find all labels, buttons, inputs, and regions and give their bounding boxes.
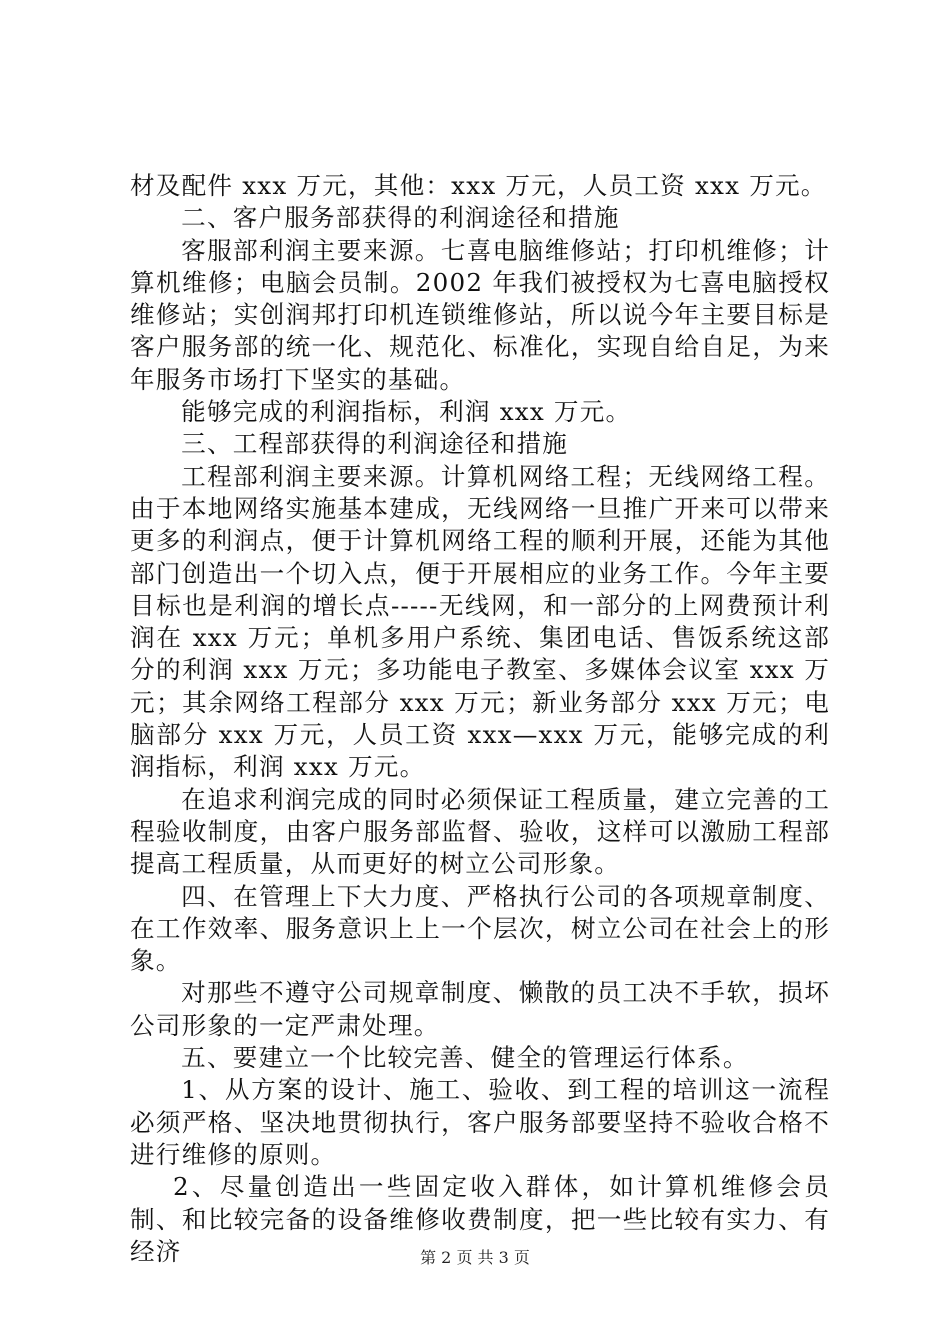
list-item-2: 2、尽量创造出一些固定收入群体，如计算机维修会员制、和比较完备的设备维修收费制度，把一些比较有实力、有经济 [130,1172,830,1266]
section-heading-4: 四、在管理上下大力度、严格执行公司的各项规章制度、在工作效率、服务意识上上一个层次，树立公司在社会上的形象。 [130,881,830,976]
paragraph-4: 能够完成的利润指标，利润 xxx 万元。 [181,397,632,427]
section-heading-2: 二、客户服务部获得的利润途径和措施 [181,203,620,233]
section-heading-3: 三、工程部获得的利润途径和措施 [181,429,569,459]
list-item-1: 1、从方案的设计、施工、验收、到工程的培训这一流程必须严格、坚决地贯彻执行，客户服务部要坚持不验收合格不进行维修的原则。 [130,1075,830,1169]
paragraph-9: 对那些不遵守公司规章制度、懒散的员工决不手软，损坏公司形象的一定严肃处理。 [130,978,830,1040]
document-body [130,170,830,1268]
page-footer: 第 2 页 共 3 页 [420,1248,530,1267]
paragraph-6: 工程部利润主要来源。计算机网络工程；无线网络工程。由于本地网络实施基本建成，无线网络一旦推广开来可以带来更多的利润点，便于计算机网络工程的顺利开展，还能为其他部门创造出一个切入点，便于开展相应的业务工作。今年主要目标也是利润的增长点-----无线网，和一部分的上网费预计利润在 xxx 万元；单机多用户系统、集团电话、售饭系统这部分的利润 xxx 万元；多功能电子教室、多媒体会议室 xxx 万元；其余网络工程部分 xxx 万元；新业务部分 xxx 万元；电脑部分 xxx 万元，人员工资 xxx—xxx 万元，能够完成的利润指标，利润 xxx 万元。 [130,461,830,782]
paragraph-1: 材及配件 xxx 万元，其他：xxx 万元，人员工资 xxx 万元。 [130,171,827,200]
section-heading-5: 五、要建立一个比较完善、健全的管理运行体系。 [181,1043,749,1073]
paragraph-7: 在追求利润完成的同时必须保证工程质量，建立完善的工程验收制度，由客户服务部监督、验收，这样可以激励工程部提高工程质量，从而更好的树立公司形象。 [130,784,830,879]
paragraph-3: 客服部利润主要来源。七喜电脑维修站；打印机维修；计算机维修；电脑会员制。2002 年我们被授权为七喜电脑授权维修站；实创润邦打印机连锁维修站，所以说今年主要目标是客户服务部的统一化、规范化、标准化，实现自给自足，为来年服务市场打下坚实的基础。 [130,235,830,394]
